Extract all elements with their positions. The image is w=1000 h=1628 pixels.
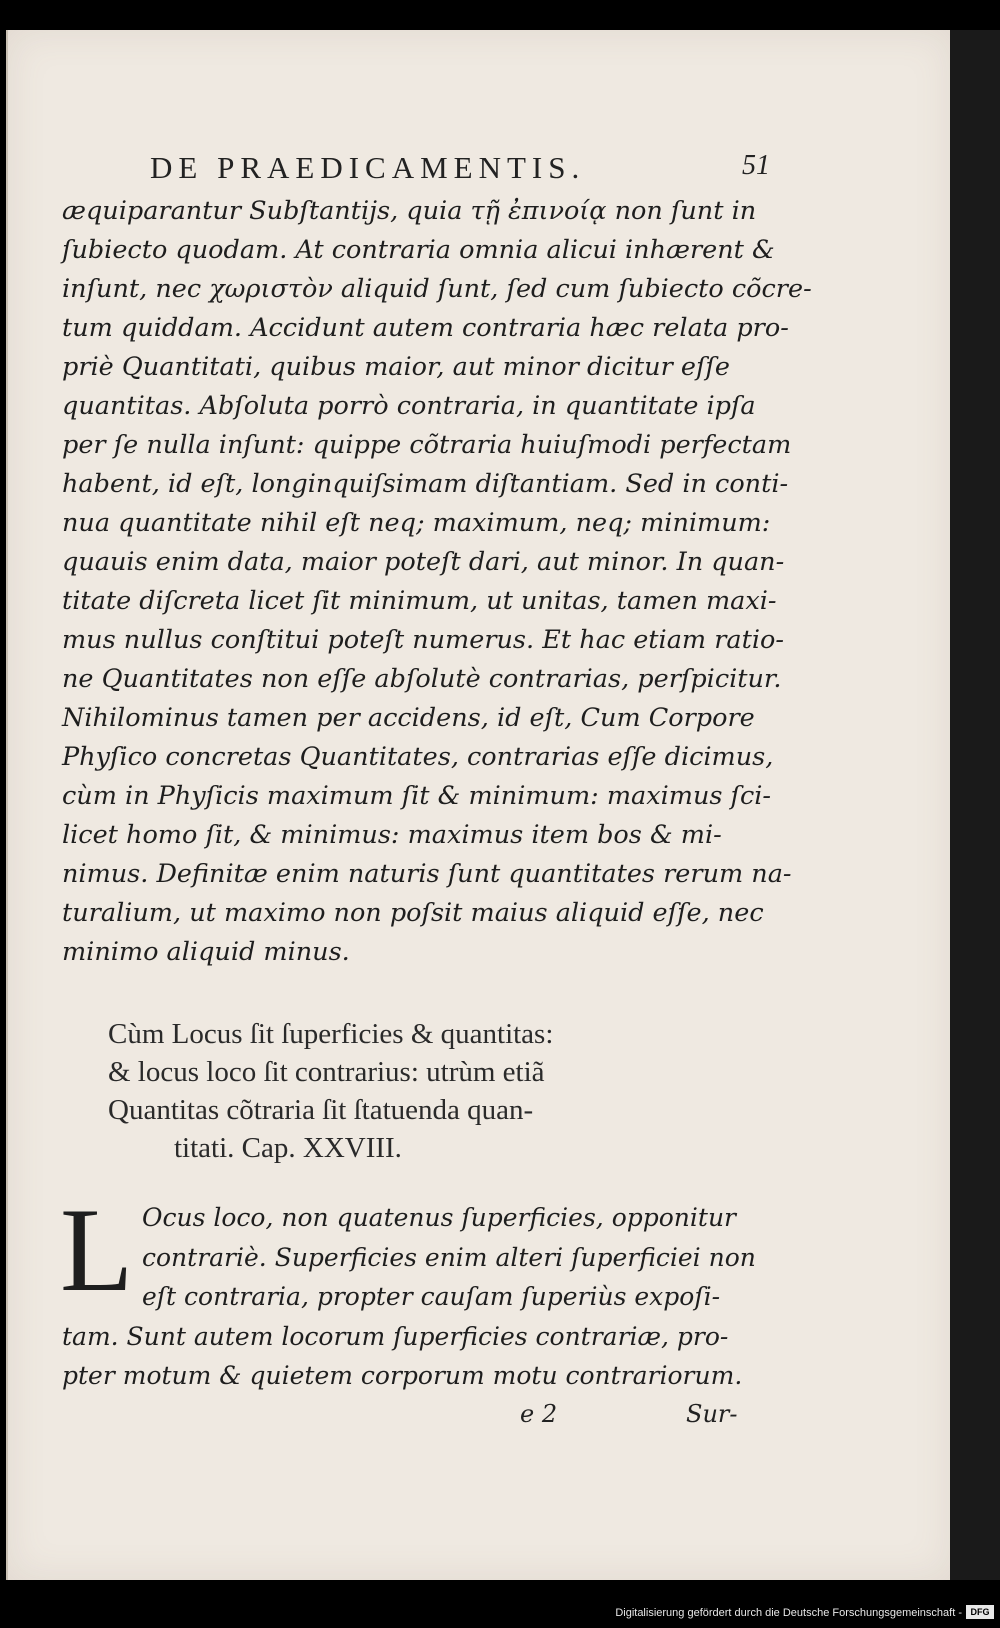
paragraph-2 — [62, 1198, 762, 1396]
text-line: ne Quantitates non eſſe abſolutè contrarias, perſpicitur. — [62, 664, 782, 694]
heading-line: Cùm Locus ſit ſuperficies & quantitas: — [108, 1018, 554, 1050]
signature-mark: e 2 — [520, 1400, 558, 1428]
dfg-logo: DFG — [966, 1605, 994, 1619]
text-line: tam. Sunt autem locorum ſuperficies contrariæ, pro- — [62, 1321, 729, 1351]
running-header — [150, 150, 770, 186]
text-line: nua quantitate nihil eſt neq; maximum, neq; minimum: — [62, 508, 771, 538]
paragraph-1 — [62, 192, 812, 972]
heading-line: titati. Cap. XXVIII. — [174, 1132, 402, 1164]
text-line: habent, id eſt, longinquiſsimam diſtantiam. Sed in conti- — [62, 469, 789, 499]
text-line: per ſe nulla inſunt: quippe cõtraria huiuſmodi perfectam — [62, 430, 792, 460]
text-line: tum quiddam. Accidunt autem contraria hæc relata pro- — [62, 313, 789, 343]
text-line: contrariè. Superficies enim alteri ſuperficiei non — [142, 1242, 756, 1272]
heading-line: Quantitas cõtraria ſit ſtatuenda quan- — [108, 1094, 534, 1126]
text-line: licet homo ſit, & minimus: maximus item bos & mi- — [62, 820, 722, 850]
page-number: 51 — [742, 150, 770, 181]
text-line: titate diſcreta licet ſit minimum, ut unitas, tamen maxi- — [62, 586, 777, 616]
text-line: ſubiecto quodam. At contraria omnia alicui inhærent & — [62, 235, 775, 265]
text-line: pter motum & quietem corporum motu contrariorum. — [62, 1361, 743, 1390]
text-line: Phyſico concretas Quantitates, contrarias eſſe dicimus, — [62, 742, 774, 772]
text-line: Nihilominus tamen per accidens, id eſt, Cum Corpore — [62, 703, 755, 733]
text-line: quantitas. Abſoluta porrò contraria, in quantitate ipſa — [62, 391, 756, 421]
text-line: eſt contraria, propter cauſam ſuperiùs expoſi- — [142, 1282, 721, 1311]
running-title: DE PRAEDICAMENTIS. — [150, 150, 586, 185]
text-line: minimo aliquid minus. — [62, 937, 350, 967]
text-line: priè Quantitati, quibus maior, aut minor dicitur eſſe — [62, 352, 730, 382]
heading-line: & locus loco ſit contrarius: utrùm etiã — [108, 1056, 545, 1088]
text-line: æquiparantur Subſtantijs, quia τῇ ἐπινοίᾳ non ſunt in — [62, 196, 757, 226]
text-line: quauis enim data, maior poteſt dari, aut minor. In quan- — [62, 547, 785, 577]
chapter-heading — [108, 1015, 748, 1167]
text-line: mus nullus conſtitui poteſt numerus. Et hac etiam ratio- — [62, 625, 784, 655]
footer-credit: Digitalisierung gefördert durch die Deutsche Forschungsgemeinschaft - — [615, 1607, 962, 1619]
text-line: nimus. Definitæ enim naturis ſunt quantitates rerum na- — [62, 859, 792, 889]
text-line: turalium, ut maximo non poſsit maius aliquid eſſe, nec — [62, 898, 764, 928]
text-line: cùm in Phyſicis maximum ſit & minimum: maximus ſci- — [62, 781, 772, 811]
text-line: Ocus loco, non quatenus ſuperficies, opponitur — [142, 1203, 736, 1232]
catchword: Sur- — [686, 1400, 738, 1428]
drop-cap: L — [60, 1183, 134, 1316]
text-line: inſunt, nec χωριστὸν aliquid ſunt, ſed cum ſubiecto cõcre- — [62, 274, 812, 304]
scan-border — [950, 30, 1000, 1580]
